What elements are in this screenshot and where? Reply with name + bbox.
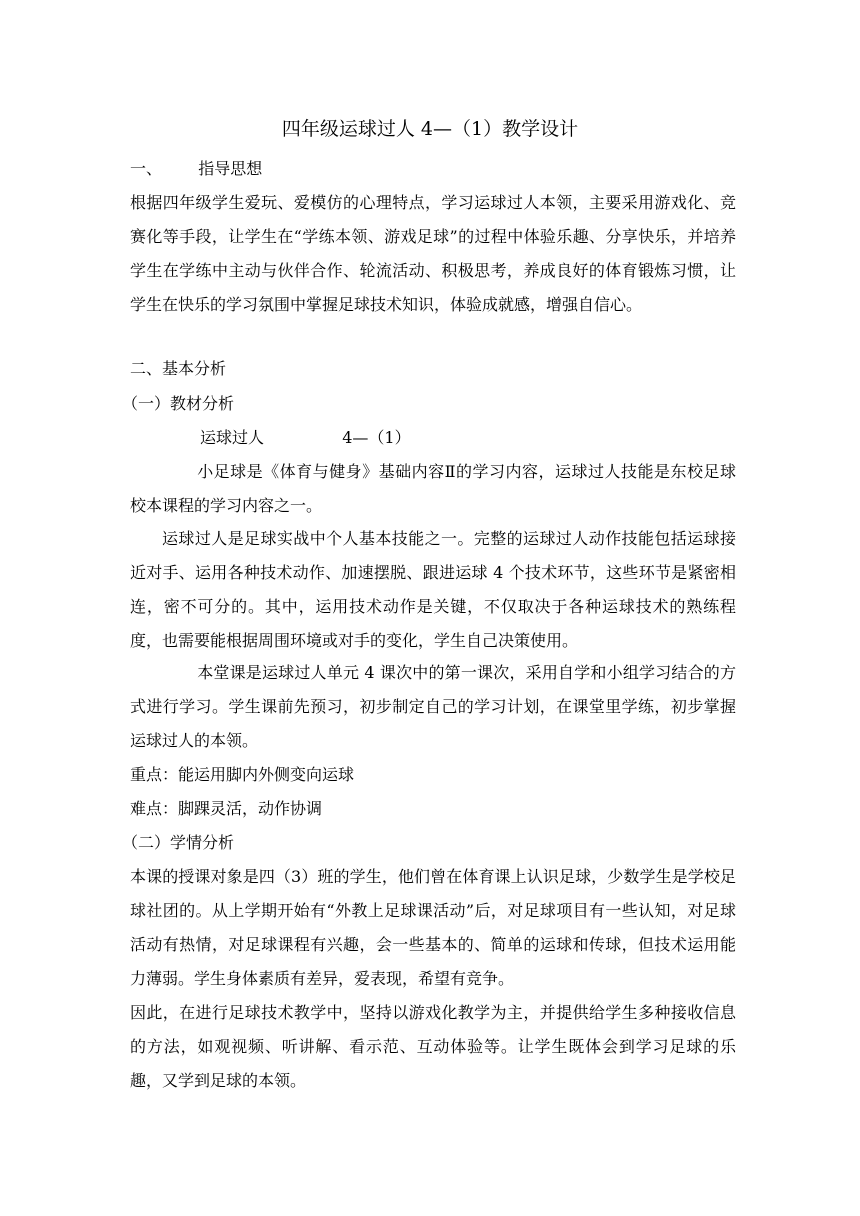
method-paragraph: 因此，在进行足球技术教学中，坚持以游戏化教学为主，并提供给学生多种接收信息的方法，如观视频、听讲解、看示范、互动体验等。让学生既体会到学习足球的乐趣，又学到足球的本领。	[130, 1003, 736, 1090]
subsection-2-heading: （二）学情分析	[122, 833, 235, 852]
lesson-header	[200, 421, 411, 455]
lesson-name: 运球过人	[200, 428, 265, 447]
document-title: 四年级运球过人 4—（1）教学设计	[281, 118, 579, 140]
subsection-1-heading: （一）教材分析	[122, 394, 235, 413]
section-1-number: 一、	[130, 159, 163, 178]
section-2-heading: 二、基本分析	[130, 359, 227, 378]
section-1-label: 指导思想	[198, 159, 263, 178]
key-point: 重点：能运用脚内外侧变向运球	[130, 765, 355, 784]
section-1-heading	[130, 152, 262, 186]
students-paragraph: 本课的授课对象是四（3）班的学生，他们曾在体育课上认识足球，少数学生是学校足球社团的。从上学期开始有“外教上足球课活动”后，对足球项目有一些认知，对足球活动有热情，对足球课程有兴趣，会一些基本的、简单的运球和传球，但技术运用能力薄弱。学生身体素质有差异，爱表现，希望有竞争。	[130, 867, 736, 988]
textbook-paragraph-1: 小足球是《体育与健身》基础内容Ⅱ的学习内容，运球过人技能是东校足球校本课程的学习内容之一。	[130, 462, 736, 515]
difficulty: 难点：脚踝灵活，动作协调	[130, 799, 323, 818]
textbook-paragraph-2: 运球过人是足球实战中个人基本技能之一。完整的运球过人动作技能包括运球接近对手、运用各种技术动作、加速摆脱、跟进运球 4 个技术环节，这些环节是紧密相连，密不可分的。其中，运用技术动作是关键，不仅取决于各种运球技术的熟练程度，也需要能根据周围环境或对手的变化，学生自己决策使用。	[130, 529, 736, 650]
textbook-paragraph-3: 本堂课是运球过人单元 4 课次中的第一课次，采用自学和小组学习结合的方式进行学习。学生课前先预习，初步制定自己的学习计划，在课堂里学练，初步掌握运球过人的本领。	[130, 663, 736, 750]
lesson-code: 4—（1）	[342, 428, 411, 447]
guiding-paragraph: 根据四年级学生爱玩、爱模仿的心理特点，学习运球过人本领，主要采用游戏化、竞赛化等手段，让学生在“学练本领、游戏足球”的过程中体验乐趣、分享快乐，并培养学生在学练中主动与伙伴合作、轮流活动、积极思考，养成良好的体育锻炼习惯，让学生在快乐的学习氛围中掌握足球技术知识，体验成就感，增强自信心。	[130, 193, 736, 314]
